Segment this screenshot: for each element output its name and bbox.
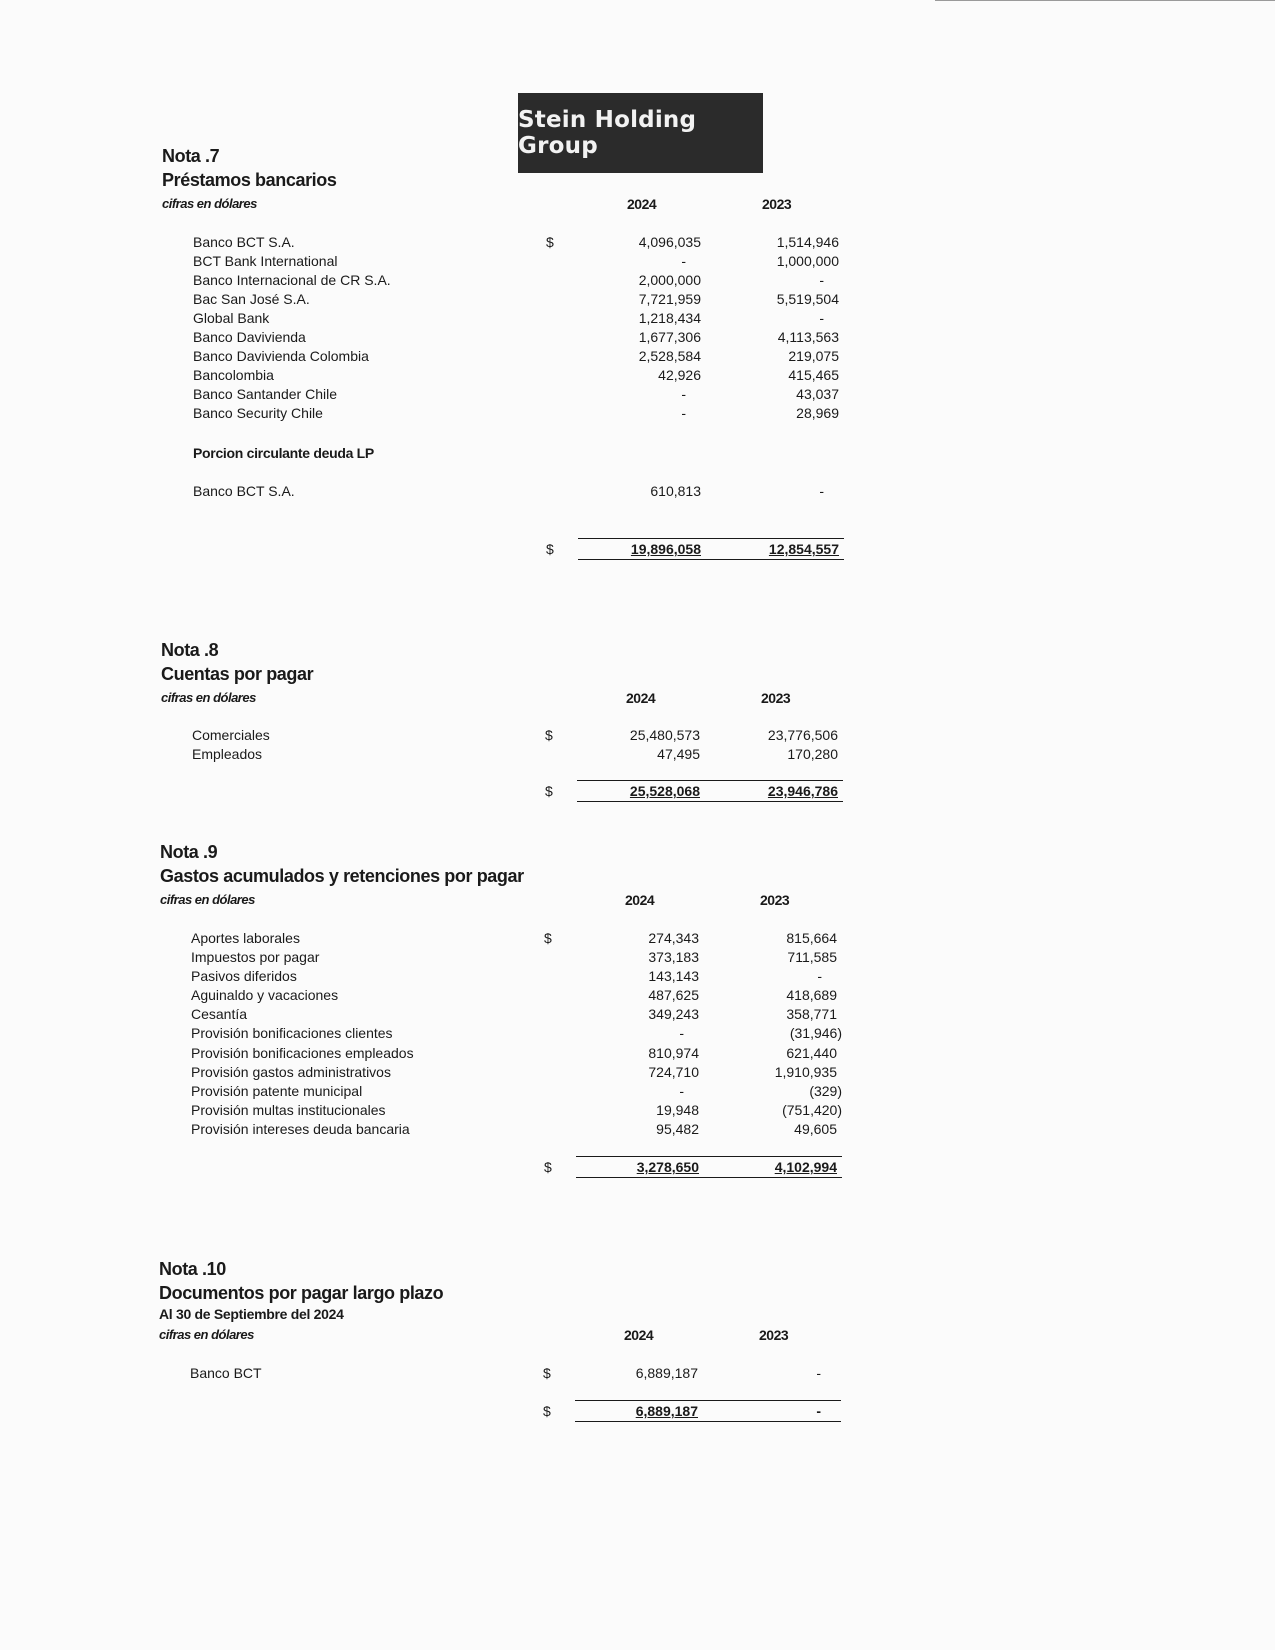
value-2024: 274,343 (648, 930, 699, 946)
table-row (0, 253, 1275, 272)
units-label: cifras en dólares (161, 690, 256, 705)
row-label: Provisión multas institucionales (191, 1102, 386, 1118)
table-row (0, 1083, 1275, 1102)
table-row (0, 930, 1275, 949)
value-2023: - (819, 272, 824, 288)
table-row (0, 727, 1275, 746)
total-row (0, 783, 1275, 802)
currency-symbol: $ (546, 234, 554, 250)
value-2023: 1,000,000 (776, 253, 839, 269)
value-2024: 7,721,959 (638, 291, 701, 307)
row-label: Cesantía (191, 1006, 248, 1022)
currency-symbol: $ (544, 1159, 552, 1175)
total-2023: 23,946,786 (767, 783, 838, 799)
year-2023-header: 2023 (759, 1327, 789, 1343)
row-label: Global Bank (193, 310, 270, 326)
page-edge-line (935, 0, 1275, 1)
table-row (0, 1006, 1275, 1025)
note-title: Nota .10 (159, 1259, 226, 1279)
value-2023: 5,519,504 (776, 291, 839, 307)
row-label: Provisión gastos administrativos (191, 1064, 391, 1080)
table-row (0, 291, 1275, 310)
year-2024-header: 2024 (627, 196, 657, 212)
value-2024: 2,528,584 (638, 348, 701, 364)
table-row (0, 272, 1275, 291)
value-2024: 1,677,306 (638, 329, 701, 345)
value-2023: 815,664 (786, 930, 837, 946)
units-label: cifras en dólares (162, 196, 257, 211)
value-2024: - (681, 253, 686, 269)
total-2023: - (816, 1403, 821, 1419)
row-label: Provisión intereses deuda bancaria (191, 1121, 410, 1137)
table-row (0, 234, 1275, 253)
value-2024: 1,218,434 (638, 310, 701, 326)
value-2023: 219,075 (788, 348, 839, 364)
value-2023: 415,465 (788, 367, 839, 383)
table-row (0, 405, 1275, 424)
value-2024: 349,243 (648, 1006, 699, 1022)
value-2024: 810,974 (648, 1045, 699, 1061)
row-label: Provisión bonificaciones empleados (191, 1045, 414, 1061)
total-2024: 6,889,187 (635, 1403, 698, 1419)
row-label: Banco Davivienda (193, 329, 306, 345)
value-2024: 143,143 (648, 968, 699, 984)
total-top-rule (577, 780, 843, 781)
value-2023: 4,113,563 (777, 329, 839, 345)
table-row (0, 329, 1275, 348)
value-2023: 23,776,506 (767, 727, 838, 743)
row-label: Pasivos diferidos (191, 968, 297, 984)
value-2023: - (817, 968, 822, 984)
total-row (0, 1403, 1275, 1422)
row-label: Banco BCT (190, 1365, 262, 1381)
value-2023: (329) (809, 1083, 842, 1099)
units-label: cifras en dólares (160, 892, 255, 907)
value-2024: 4,096,035 (638, 234, 701, 250)
value-2024: 47,495 (657, 746, 700, 762)
value-2023: - (816, 1365, 821, 1381)
value-2023: 170,280 (787, 746, 838, 762)
value-2024: 487,625 (648, 987, 699, 1003)
table-row (0, 310, 1275, 329)
table-row (0, 987, 1275, 1006)
year-2023-header: 2023 (760, 892, 790, 908)
currency-symbol: $ (545, 727, 553, 743)
value-2023: - (819, 483, 824, 499)
value-2024: - (679, 1083, 684, 1099)
row-label: Banco Santander Chile (193, 386, 337, 402)
date-label: Al 30 de Septiembre del 2024 (159, 1306, 344, 1322)
note-subtitle: Cuentas por pagar (161, 664, 314, 684)
table-row (0, 1045, 1275, 1064)
value-2023: 621,440 (786, 1045, 837, 1061)
table-row (0, 1102, 1275, 1121)
value-2023: (31,946) (789, 1025, 842, 1041)
year-2024-header: 2024 (626, 690, 656, 706)
value-2023: (751,420) (782, 1102, 842, 1118)
units-label: cifras en dólares (159, 1327, 254, 1342)
value-2024: 95,482 (656, 1121, 699, 1137)
value-2024: - (681, 386, 686, 402)
value-2023: 711,585 (787, 949, 837, 965)
currency-symbol: $ (546, 541, 554, 557)
table-row (0, 1121, 1275, 1140)
total-row (0, 1159, 1275, 1178)
row-label: Banco Internacional de CR S.A. (193, 272, 391, 288)
row-label: Aguinaldo y vacaciones (191, 987, 339, 1003)
table-row (0, 348, 1275, 367)
currency-symbol: $ (543, 1403, 551, 1419)
table-row (0, 746, 1275, 765)
row-label: Provisión patente municipal (191, 1083, 363, 1099)
row-label: Bac San José S.A. (193, 291, 310, 307)
currency-symbol: $ (545, 783, 553, 799)
section-heading: Porcion circulante deuda LP (193, 445, 374, 461)
row-label: Comerciales (192, 727, 270, 743)
currency-symbol: $ (543, 1365, 551, 1381)
note-subtitle: Gastos acumulados y retenciones por pagar (160, 866, 524, 886)
value-2023: 1,910,935 (774, 1064, 837, 1080)
value-2023: - (819, 310, 824, 326)
table-row (0, 367, 1275, 386)
year-2023-header: 2023 (761, 690, 791, 706)
year-2024-header: 2024 (625, 892, 655, 908)
table-row (0, 949, 1275, 968)
row-label: Bancolombia (193, 367, 274, 383)
table-row (0, 386, 1275, 405)
value-2023: 358,771 (786, 1006, 837, 1022)
total-bottom-rule (578, 559, 844, 560)
value-2023: 1,514,946 (776, 234, 839, 250)
value-2024: - (681, 405, 686, 421)
table-row (0, 483, 1275, 502)
row-label: Banco BCT S.A. (193, 483, 295, 499)
total-2024: 3,278,650 (636, 1159, 699, 1175)
total-2023: 12,854,557 (768, 541, 839, 557)
note-title: Nota .8 (161, 640, 219, 660)
note-subtitle: Documentos por pagar largo plazo (159, 1283, 444, 1303)
row-label: Impuestos por pagar (191, 949, 320, 965)
table-row (0, 1365, 1275, 1384)
year-2023-header: 2023 (762, 196, 792, 212)
row-label: Provisión bonificaciones clientes (191, 1025, 393, 1041)
note-title: Nota .9 (160, 842, 218, 862)
value-2023: 43,037 (796, 386, 839, 402)
table-row (0, 968, 1275, 987)
table-row (0, 1064, 1275, 1083)
value-2024: 373,183 (648, 949, 699, 965)
value-2023: 418,689 (786, 987, 837, 1003)
note-title: Nota .7 (162, 146, 220, 166)
total-bottom-rule (575, 1421, 841, 1422)
row-label: Banco BCT S.A. (193, 234, 295, 250)
total-2023: 4,102,994 (774, 1159, 837, 1175)
total-top-rule (575, 1400, 841, 1401)
year-2024-header: 2024 (624, 1327, 654, 1343)
note-subtitle: Préstamos bancarios (162, 170, 337, 190)
row-label: Aportes laborales (191, 930, 300, 946)
value-2023: 28,969 (796, 405, 839, 421)
total-row (0, 541, 1275, 560)
row-label: Empleados (192, 746, 263, 762)
company-logo: Stein Holding Group (518, 93, 763, 173)
value-2024: 610,813 (650, 483, 701, 499)
total-2024: 19,896,058 (630, 541, 701, 557)
value-2024: 42,926 (658, 367, 701, 383)
value-2023: 49,605 (794, 1121, 837, 1137)
total-top-rule (576, 1156, 842, 1157)
row-label: Banco Security Chile (193, 405, 323, 421)
total-bottom-rule (576, 1177, 842, 1178)
value-2024: 25,480,573 (629, 727, 700, 743)
total-top-rule (578, 538, 844, 539)
value-2024: 724,710 (648, 1064, 699, 1080)
currency-symbol: $ (544, 930, 552, 946)
value-2024: 6,889,187 (635, 1365, 698, 1381)
row-label: Banco Davivienda Colombia (193, 348, 369, 364)
total-bottom-rule (577, 801, 843, 802)
row-label: BCT Bank International (193, 253, 338, 269)
total-2024: 25,528,068 (629, 783, 700, 799)
value-2024: - (679, 1025, 684, 1041)
table-row (0, 1025, 1275, 1044)
value-2024: 2,000,000 (638, 272, 701, 288)
value-2024: 19,948 (656, 1102, 699, 1118)
